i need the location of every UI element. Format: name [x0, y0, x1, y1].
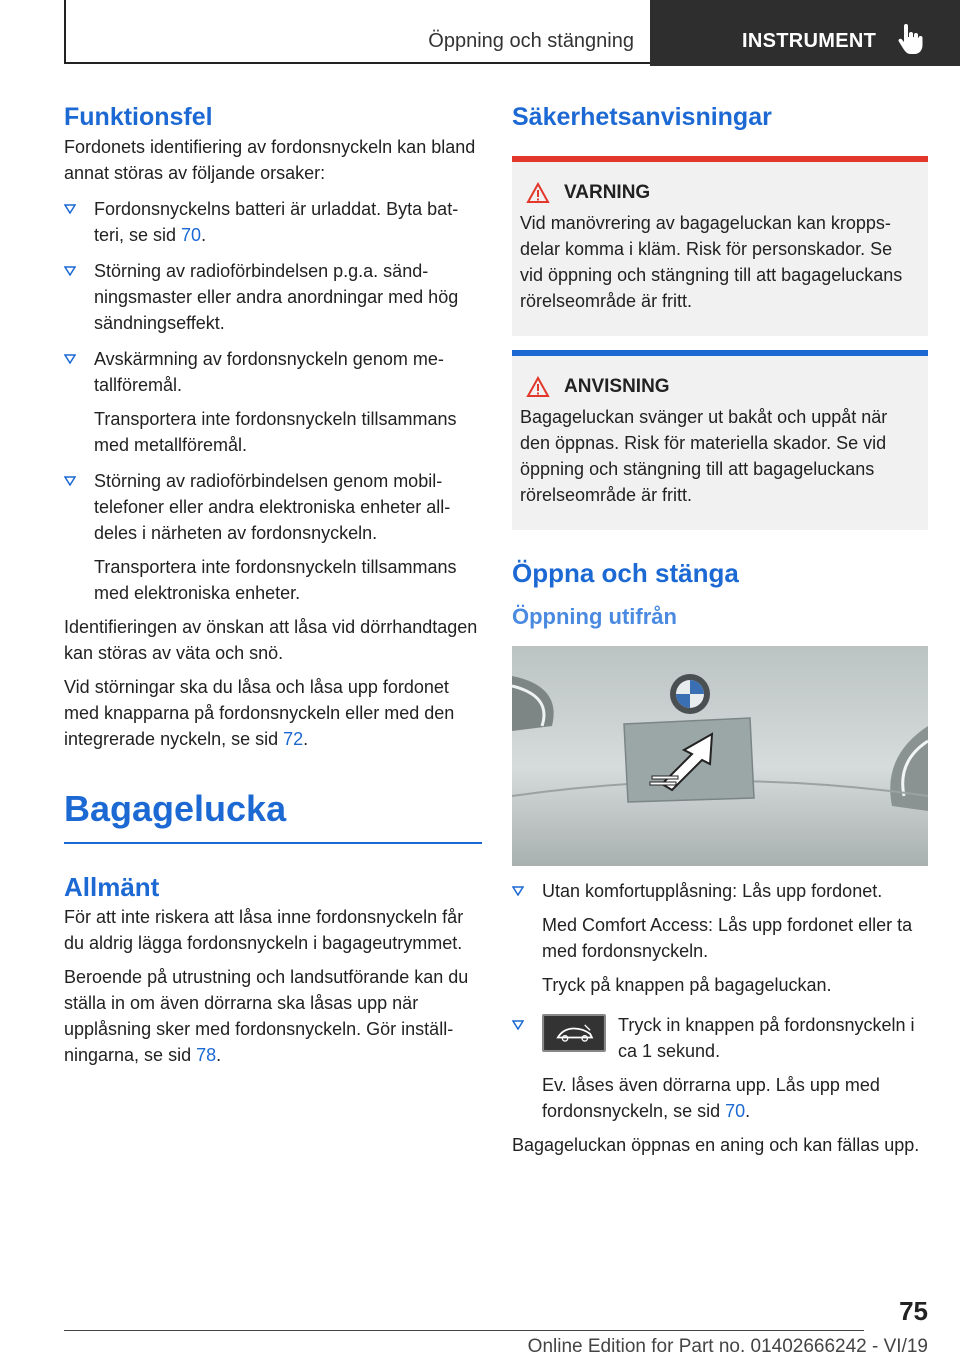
page-link[interactable]: 78 [196, 1045, 217, 1065]
page-link[interactable]: 72 [283, 729, 304, 749]
page-link[interactable]: 70 [181, 225, 202, 245]
notice-box [512, 350, 928, 530]
warning-triangle-icon [526, 182, 550, 204]
left-column [64, 100, 482, 1068]
warning-text: Vid manövrering av bagageluckan kan kroppsdelar komma i kläm. Risk för personskador. Se vid öppning och stängning till att bagageluckans rörelseområde är fritt. [520, 213, 903, 311]
edition-footer: Online Edition for Part no. 01402666242 - VI/19 [527, 1336, 928, 1357]
page-number: 75 [899, 1296, 928, 1326]
triangle-bullet-icon [64, 476, 76, 486]
list-item [64, 468, 482, 606]
footer-rule [64, 1330, 864, 1331]
bagagelucka-heading: Bagagelucka [64, 786, 482, 844]
bullet-subtext: Ev. låses även dörrarna upp. Lås upp med fordonsnyckeln, se sid 70. [542, 1075, 880, 1121]
bullet-text: Utan komfortupplåsning: Lås upp fordonet. [542, 881, 883, 901]
triangle-bullet-icon [512, 1020, 524, 1030]
page-link[interactable]: 70 [725, 1101, 746, 1121]
triangle-bullet-icon [512, 886, 524, 896]
notice-label: ANVISNING [564, 376, 670, 397]
disturbance-paragraph: Vid störningar ska du låsa och låsa upp fordonet med knapparna på fordonsnyckeln eller med den integrerade nyckeln, se sid 72. [64, 677, 455, 749]
notice-triangle-icon [526, 376, 550, 398]
section-tab-label: INSTRUMENT [742, 30, 877, 52]
triangle-bullet-icon [64, 204, 76, 214]
header-bottom-rule [64, 62, 650, 64]
bullet-subtext: Transportera inte fordonsnyckeln tillsammans med metallföremål. [94, 409, 457, 455]
funktionsfel-heading: Funktionsfel [64, 103, 213, 131]
right-column [512, 100, 928, 1158]
allmant-paragraph-2: Beroende på utrustning och landsutförande kan du ställa in om även dörrarna ska låsas upp när upplåsning sker med fordonsnyckeln. Gör inställningarna, se sid 78. [64, 967, 469, 1065]
safety-heading: Säkerhetsanvisningar [512, 103, 772, 131]
chapter-title: Öppning och stängning [428, 30, 634, 52]
list-item [512, 1012, 928, 1124]
bullet-text: Avskärmning av fordonsnyckeln genom metallföremål. [94, 349, 444, 395]
wet-snow-paragraph: Identifieringen av önskan att låsa vid dörrhandtagen kan störas av väta och snö. [64, 617, 478, 663]
trunk-lid-illustration [512, 646, 928, 866]
triangle-bullet-icon [64, 266, 76, 276]
list-item [64, 196, 482, 248]
bullet-subtext: Tryck på knappen på bagageluckan. [542, 975, 832, 995]
bullet-subtext: Transportera inte fordonsnyckeln tillsammans med elektroniska enheter. [94, 557, 457, 603]
oppna-heading: Öppna och stänga [512, 558, 739, 588]
bullet-text: Störning av radioförbindelsen genom mobiltelefoner eller andra elektroniska enheter alldeles i närheten av fordonsnyckeln. [94, 471, 451, 543]
allmant-heading: Allmänt [64, 872, 160, 902]
bullet-text: Tryck in knappen på fordonsnyckeln i ca 1 sekund. [618, 1015, 915, 1061]
final-paragraph: Bagageluckan öppnas en aning och kan fällas upp. [512, 1135, 920, 1155]
warning-box [512, 156, 928, 336]
warning-label: VARNING [564, 182, 651, 203]
list-item [64, 258, 482, 336]
allmant-paragraph-1: För att inte riskera att låsa inne fordonsnyckeln får du aldrig lägga fordonsnyckeln i bagageutrymmet. [64, 907, 464, 953]
list-item [64, 346, 482, 458]
trunk-key-button-icon [542, 1014, 606, 1052]
header-left-rule [64, 0, 66, 64]
utifran-heading: Öppning utifrån [512, 604, 677, 629]
bullet-text: Störning av radioförbindelsen p.g.a. sändningsmaster eller andra anordningar med hög sändningseffekt. [94, 261, 459, 333]
hand-pointer-icon [895, 24, 923, 56]
triangle-bullet-icon [64, 354, 76, 364]
bullet-suffix: . [201, 225, 207, 245]
list-item [512, 878, 928, 998]
bullet-text: Fordonsnyckelns batteri är urladdat. Byta batteri, se sid [94, 199, 459, 245]
notice-text: Bagageluckan svänger ut bakåt och uppåt när den öppnas. Risk för materiella skador. Se vid öppning och stängning till att bagageluckans rörelseområde är fritt. [520, 407, 888, 505]
section-tab[interactable] [650, 0, 960, 66]
bullet-subtext: Med Comfort Access: Lås upp fordonet eller ta med fordonsnyckeln. [542, 915, 913, 961]
funktionsfel-intro: Fordonets identifiering av fordonsnyckeln kan bland annat störas av följande orsaker: [64, 137, 476, 183]
